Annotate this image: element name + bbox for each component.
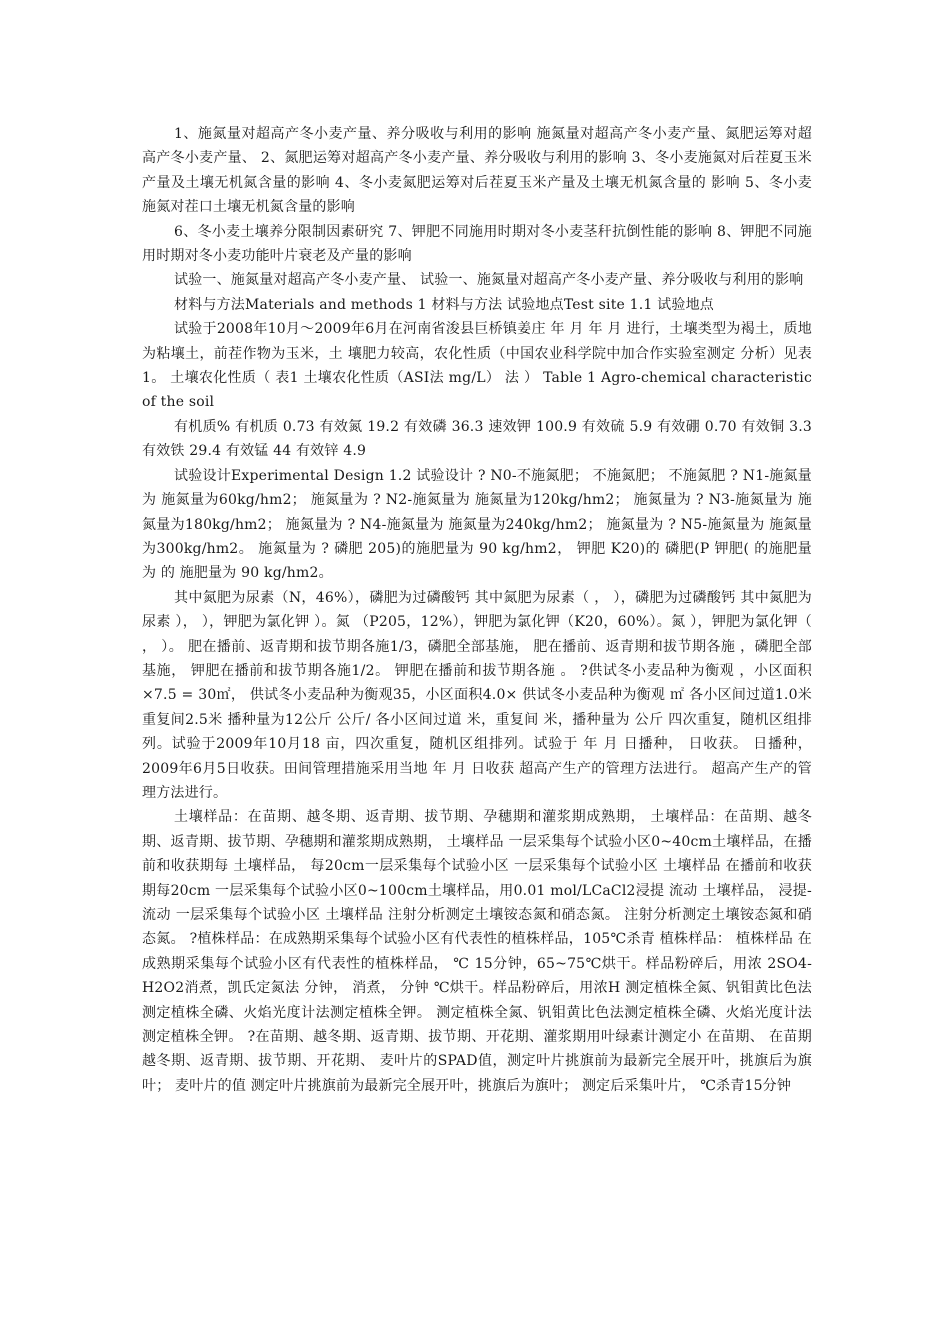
paragraph-research-topics-continued: 6、冬小麦土壤养分限制因素研究 7、钾肥不同施用时期对冬小麦茎秆抗倒性能的影响 8、钾肥不同施用时期对冬小麦功能叶片衰老及产量的影响 [142, 223, 812, 265]
paragraph-experimental-design: 试验设计Experimental Design 1.2 试验设计 ? N0-不施氮肥； 不施氮肥； 不施氮肥 ? N1-施氮量为 施氮量为60kg/hm2； 施氮量为 ? N2-施氮量为 施氮量为120kg/hm2； 施氮量为 ? N3-施氮量为 施氮量为180kg/hm2； 施氮量为 ? N4-施氮量为 施氮量为240kg/hm2； 施氮量为 ? N5-施氮量为 施氮量为300kg/hm2。 施氮量为 ? 磷肥 205)的施肥量为 90 kg/hm2， 钾肥 K20)的 磷肥(P 钾肥( 的施肥量为 的 施肥量为 90 kg/hm2。 [142, 467, 812, 582]
paragraph-materials-methods: 材料与方法Materials and methods 1 材料与方法 试验地点Test site 1.1 试验地点 [174, 296, 714, 313]
paragraph-soil-properties: 有机质% 有机质 0.73 有效氮 19.2 有效磷 36.3 速效钾 100.9 有效硫 5.9 有效硼 0.70 有效铜 3.3 有效铁 29.4 有效锰 44 有效锌 4.9 [142, 418, 812, 460]
paragraph-experiment-one-title: 试验一、施氮量对超高产冬小麦产量、 试验一、施氮量对超高产冬小麦产量、养分吸收与利用的影响 [174, 272, 804, 289]
paragraph-test-site: 试验于2008年10月～2009年6月在河南省浚县巨桥镇姜庄 年 月 年 月 进行，土壤类型为褐土，质地为粘壤土，前茬作物为玉米，土 壤肥力较高，农化性质（中国农业科学院中加合作实验室测定 分析）见表1。 土壤农化性质（ 表1 土壤农化性质（ASI法 mg/L） 法 ） Table 1 Agro-chemical characteristic of the soil [142, 321, 812, 411]
paragraph-research-topics: 1、施氮量对超高产冬小麦产量、养分吸收与利用的影响 施氮量对超高产冬小麦产量、氮肥运筹对超高产冬小麦产量、 2、氮肥运筹对超高产冬小麦产量、养分吸收与利用的影响 3、冬小麦施氮对后茬夏玉米产量及土壤无机氮含量的影响 4、冬小麦氮肥运筹对后茬夏玉米产量及土壤无机氮含量的 影响 5、冬小麦施氮对茬口土壤无机氮含量的影响 [142, 126, 812, 216]
paragraph-sampling-methods: 土壤样品：在苗期、越冬期、返青期、拔节期、孕穗期和灌浆期成熟期， 土壤样品：在苗期、越冬期、返青期、拔节期、孕穗期和灌浆期成熟期， 土壤样品 一层采集每个试验小区0~40cm土壤样品，在播前和收获期每 土壤样品， 每20cm一层采集每个试验小区 一层采集每个试验小区 土壤样品 在播前和收获期每20cm 一层采集每个试验小区0~100cm土壤样品，用0.01 mol/LCaCl2浸提 流动 土壤样品， 浸提-流动 一层采集每个试验小区 土壤样品 注射分析测定土壤铵态氮和硝态氮。 注射分析测定土壤铵态氮和硝态氮。 ?植株样品：在成熟期采集每个试验小区有代表性的植株样品，105℃杀青 植株样品： 植株样品 在成熟期采集每个试验小区有代表性的植株样品， ℃ 15分钟，65~75℃烘干。样品粉碎后，用浓 2SO4-H2O2消煮，凯氏定氮法 分钟， 消煮， 分钟 ℃烘干。样品粉碎后，用浓H 测定植株全氮、钒钼黄比色法测定植株全磷、火焰光度计法测定植株全钾。 测定植株全氮、钒钼黄比色法测定植株全磷、火焰光度计法测定植株全钾。 ?在苗期、越冬期、返青期、拔节期、开花期、灌浆期用叶绿素计测定小 在苗期、 在苗期 越冬期、返青期、拔节期、开花期、 麦叶片的SPAD值，测定叶片挑旗前为最新完全展开叶，挑旗后为旗叶； 麦叶片的值 测定叶片挑旗前为最新完全展开叶，挑旗后为旗叶； 测定后采集叶片， ℃杀青15分钟 [142, 809, 812, 1094]
document-page [142, 122, 812, 1098]
paragraph-fertilizer-details: 其中氮肥为尿素（N，46%），磷肥为过磷酸钙 其中氮肥为尿素（ ， ），磷肥为过磷酸钙 其中氮肥为尿素 ）， ），钾肥为氯化钾 ）。氮 （P205，12%），钾肥为氯化钾（K20，60%）。氮 ），钾肥为氯化钾（ ， ）。 肥在播前、返青期和拔节期各施1/3，磷肥全部基施， 肥在播前、返青期和拔节期各施 ，磷肥全部基施， 钾肥在播前和拔节期各施1/2。 钾肥在播前和拔节期各施 。 ?供试冬小麦品种为衡观 ，小区面积 ×7.5 = 30㎡， 供试冬小麦品种为衡观35，小区面积4.0× 供试冬小麦品种为衡观 ㎡ 各小区间过道1.0米 重复间2.5米 播种量为12公斤 公斤/ 各小区间过道 米，重复间 米，播种量为 公斤 四次重复，随机区组排列。试验于2009年10月18 亩，四次重复，随机区组排列。试验于 年 月 日播种， 日收获。 日播种，2009年6月5日收获。田间管理措施采用当地 年 月 日收获 超高产生产的管理方法进行。 超高产生产的管理方法进行。 [142, 589, 812, 801]
